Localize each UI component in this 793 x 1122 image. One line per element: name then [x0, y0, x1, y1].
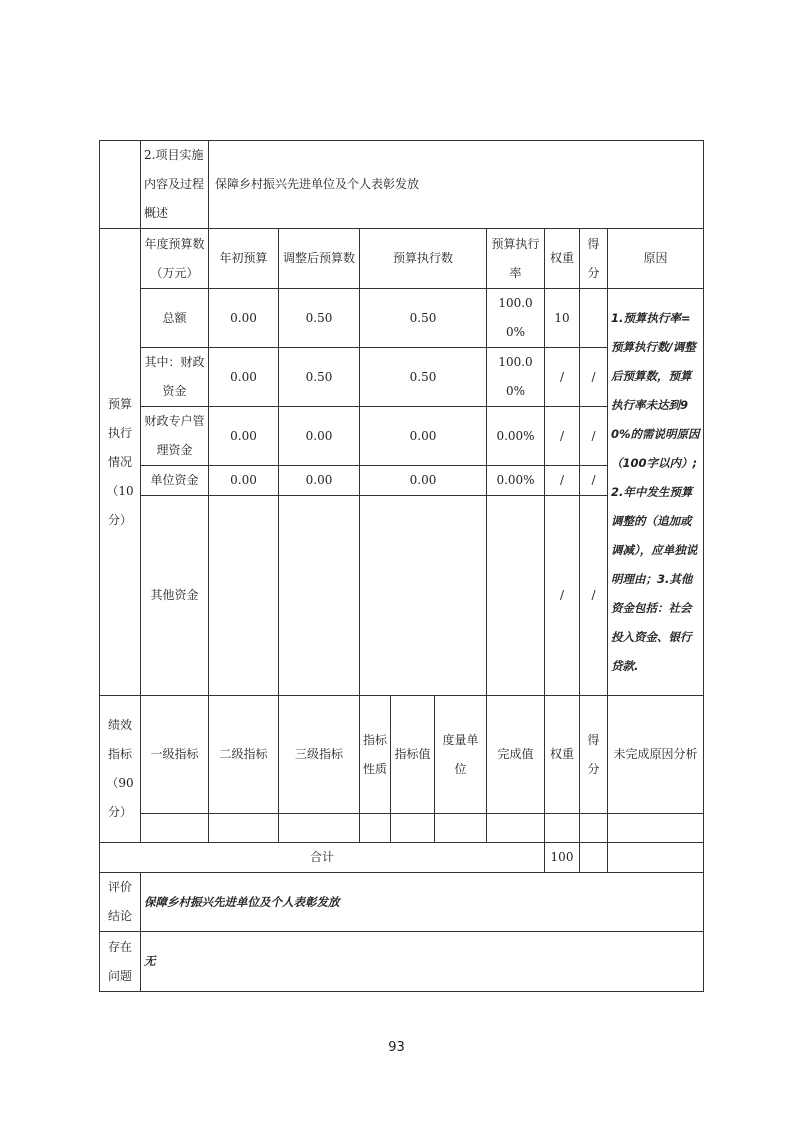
empty-cell — [100, 141, 141, 229]
performance-header-row — [100, 696, 704, 814]
score: / — [580, 407, 608, 466]
total-note — [608, 843, 704, 873]
row-name: 单位资金 — [141, 466, 209, 496]
empty-cell — [487, 814, 545, 843]
budget-header-initial: 年初预算 — [209, 229, 279, 289]
score — [580, 289, 608, 348]
initial-budget: 0.00 — [209, 289, 279, 348]
execution-rate: 0.00% — [487, 466, 545, 496]
empty-cell — [580, 814, 608, 843]
score: / — [580, 496, 608, 696]
row-name: 总额 — [141, 289, 209, 348]
issues-row — [100, 932, 704, 992]
budget-header-executed: 预算执行数 — [360, 229, 487, 289]
header-target: 指标值 — [391, 696, 435, 814]
empty-cell — [141, 814, 209, 843]
performance-empty-row — [100, 814, 704, 843]
empty-cell — [360, 814, 391, 843]
conclusion-label: 评价结论 — [100, 873, 141, 932]
conclusion-row — [100, 873, 704, 932]
header-actual: 完成值 — [487, 696, 545, 814]
budget-header-weight: 权重 — [545, 229, 580, 289]
header-unit: 度量单位 — [435, 696, 487, 814]
row-name: 其他资金 — [141, 496, 209, 696]
adjusted-budget: 0.00 — [279, 466, 360, 496]
conclusion-content: 保障乡村振兴先进单位及个人表彰发放 — [141, 873, 704, 932]
executed-budget: 0.00 — [360, 466, 487, 496]
budget-header-score: 得分 — [580, 229, 608, 289]
empty-cell — [608, 814, 704, 843]
header-nature: 指标性质 — [360, 696, 391, 814]
budget-header-reason: 原因 — [608, 229, 704, 289]
performance-evaluation-table — [99, 140, 704, 992]
budget-header-rate: 预算执行率 — [487, 229, 545, 289]
performance-section-label: 绩效指标（90分） — [100, 696, 141, 843]
empty-cell — [391, 814, 435, 843]
execution-rate — [487, 496, 545, 696]
adjusted-budget — [279, 496, 360, 696]
score: / — [580, 348, 608, 407]
score: / — [580, 466, 608, 496]
issues-label: 存在问题 — [100, 932, 141, 992]
budget-header-adjusted: 调整后预算数 — [279, 229, 360, 289]
adjusted-budget: 0.50 — [279, 348, 360, 407]
total-score — [580, 843, 608, 873]
adjusted-budget: 0.50 — [279, 289, 360, 348]
budget-header-annual: 年度预算数（万元） — [141, 229, 209, 289]
initial-budget: 0.00 — [209, 348, 279, 407]
initial-budget: 0.00 — [209, 407, 279, 466]
adjusted-budget: 0.00 — [279, 407, 360, 466]
weight: 10 — [545, 289, 580, 348]
row-name: 财政专户管理资金 — [141, 407, 209, 466]
project-content: 保障乡村振兴先进单位及个人表彰发放 — [209, 141, 704, 229]
weight: / — [545, 496, 580, 696]
header-weight: 权重 — [545, 696, 580, 814]
executed-budget — [360, 496, 487, 696]
weight: / — [545, 407, 580, 466]
total-label: 合计 — [100, 843, 545, 873]
header-level3: 三级指标 — [279, 696, 360, 814]
empty-cell — [209, 814, 279, 843]
executed-budget: 0.50 — [360, 289, 487, 348]
initial-budget: 0.00 — [209, 466, 279, 496]
execution-rate: 100.00% — [487, 348, 545, 407]
header-level1: 一级指标 — [141, 696, 209, 814]
header-score: 得分 — [580, 696, 608, 814]
budget-row — [100, 289, 704, 348]
weight: / — [545, 466, 580, 496]
total-weight: 100 — [545, 843, 580, 873]
weight: / — [545, 348, 580, 407]
execution-rate: 0.00% — [487, 407, 545, 466]
total-row — [100, 843, 704, 873]
empty-cell — [435, 814, 487, 843]
budget-section-label: 预算执行情况（10分） — [100, 229, 141, 696]
header-level2: 二级指标 — [209, 696, 279, 814]
header-reason: 未完成原因分析 — [608, 696, 704, 814]
budget-header-row — [100, 229, 704, 289]
reason-note: 1.预算执行率=预算执行数/调整后预算数，预算执行率未达到90%的需说明原因（100字以内）;2.年中发生预算调整的（追加或调减），应单独说明理由；3.其他资金包括：社会投入资金、银行贷款. — [608, 289, 704, 696]
project-row — [100, 141, 704, 229]
row-name: 其中：财政资金 — [141, 348, 209, 407]
executed-budget: 0.50 — [360, 348, 487, 407]
issues-content: 无 — [141, 932, 704, 992]
project-label: 2.项目实施内容及过程概述 — [141, 141, 209, 229]
empty-cell — [545, 814, 580, 843]
page-number: 93 — [388, 1040, 405, 1055]
initial-budget — [209, 496, 279, 696]
execution-rate: 100.00% — [487, 289, 545, 348]
executed-budget: 0.00 — [360, 407, 487, 466]
empty-cell — [279, 814, 360, 843]
